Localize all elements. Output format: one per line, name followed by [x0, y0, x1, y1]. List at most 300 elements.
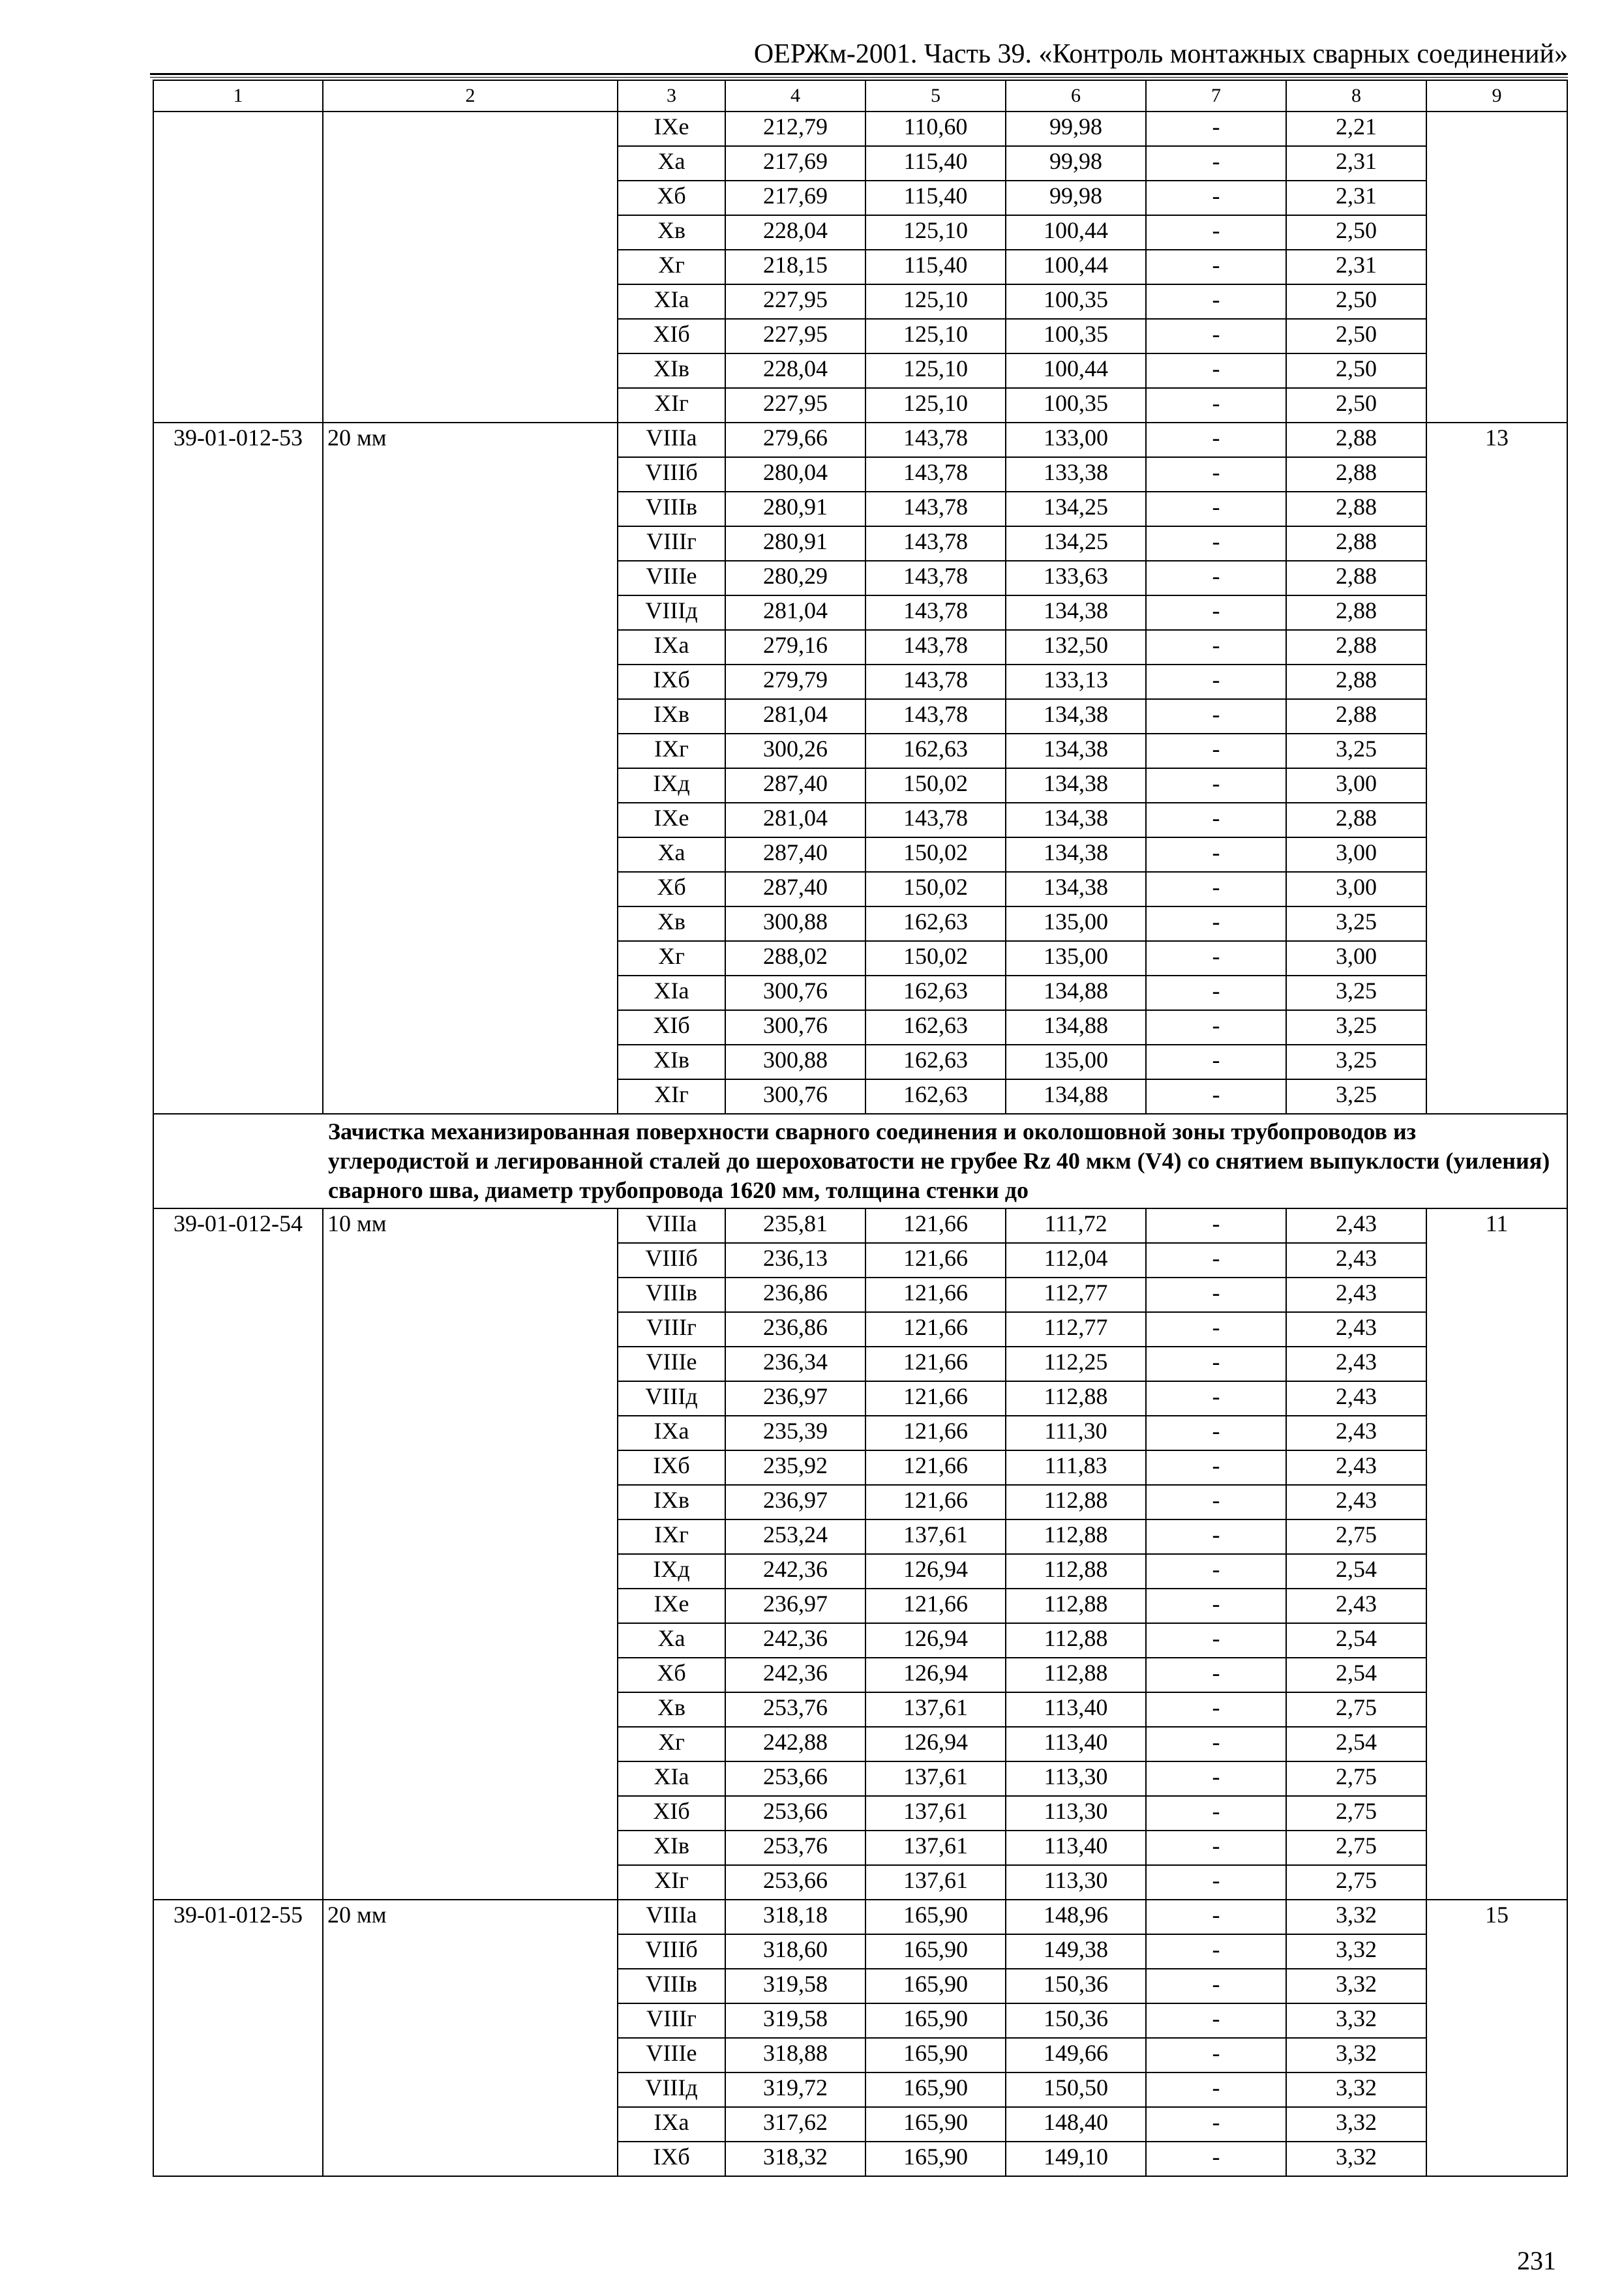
materials-cell: -: [1146, 353, 1286, 388]
column-number: 2: [323, 80, 618, 112]
machines-cell: 113,40: [1006, 1727, 1146, 1761]
labor-cell: 3,32: [1286, 2142, 1426, 2176]
zone-cell: Xг: [618, 250, 725, 284]
total-cost-cell: 212,79: [725, 112, 865, 146]
labor-cell: 2,43: [1286, 1416, 1426, 1450]
zone-cell: Xа: [618, 146, 725, 181]
materials-cell: -: [1146, 319, 1286, 353]
zone-cell: Xг: [618, 941, 725, 976]
total-cost-cell: 300,88: [725, 906, 865, 941]
materials-cell: -: [1146, 1831, 1286, 1865]
materials-cell: -: [1146, 1312, 1286, 1347]
col9-cell-continued: [1426, 112, 1567, 423]
labor-cell: 2,43: [1286, 1243, 1426, 1278]
zone-cell: Xв: [618, 906, 725, 941]
total-cost-cell: 242,36: [725, 1623, 865, 1658]
total-cost-cell: 279,66: [725, 423, 865, 457]
machines-cell: 135,00: [1006, 941, 1146, 976]
zone-cell: IXа: [618, 2107, 725, 2142]
materials-cell: -: [1146, 2142, 1286, 2176]
machines-cell: 113,40: [1006, 1692, 1146, 1727]
wages-cell: 137,61: [865, 1796, 1006, 1831]
materials-cell: -: [1146, 526, 1286, 561]
materials-cell: -: [1146, 1045, 1286, 1079]
machines-cell: 134,38: [1006, 803, 1146, 837]
total-cost-cell: 236,97: [725, 1485, 865, 1519]
machines-cell: 100,35: [1006, 388, 1146, 423]
labor-cell: 2,31: [1286, 250, 1426, 284]
zone-cell: IXг: [618, 734, 725, 768]
wages-cell: 121,66: [865, 1208, 1006, 1243]
labor-cell: 2,88: [1286, 699, 1426, 734]
materials-cell: -: [1146, 181, 1286, 215]
wages-cell: 162,63: [865, 976, 1006, 1010]
thickness-cell-continued: [323, 112, 618, 423]
zone-cell: XIа: [618, 1761, 725, 1796]
zone-cell: XIг: [618, 1865, 725, 1900]
total-cost-cell: 280,04: [725, 457, 865, 492]
wages-cell: 165,90: [865, 2142, 1006, 2176]
col9-value: 11: [1426, 1208, 1567, 1900]
labor-cell: 3,32: [1286, 2107, 1426, 2142]
table-row: [153, 1208, 1567, 1243]
machines-cell: 112,77: [1006, 1278, 1146, 1312]
zone-cell: XIг: [618, 1079, 725, 1114]
machines-cell: 112,88: [1006, 1589, 1146, 1623]
zone-cell: XIб: [618, 1010, 725, 1045]
labor-cell: 3,32: [1286, 1969, 1426, 2003]
machines-cell: 149,10: [1006, 2142, 1146, 2176]
zone-cell: IXб: [618, 2142, 725, 2176]
total-cost-cell: 236,86: [725, 1278, 865, 1312]
labor-cell: 2,43: [1286, 1381, 1426, 1416]
total-cost-cell: 227,95: [725, 319, 865, 353]
wages-cell: 162,63: [865, 1079, 1006, 1114]
labor-cell: 3,32: [1286, 2038, 1426, 2072]
labor-cell: 2,88: [1286, 492, 1426, 526]
labor-cell: 2,43: [1286, 1589, 1426, 1623]
wages-cell: 115,40: [865, 146, 1006, 181]
wages-cell: 125,10: [865, 388, 1006, 423]
wages-cell: 126,94: [865, 1554, 1006, 1589]
norm-code: 39-01-012-53: [153, 423, 323, 1114]
materials-cell: -: [1146, 941, 1286, 976]
zone-cell: Xв: [618, 1692, 725, 1727]
total-cost-cell: 280,91: [725, 492, 865, 526]
column-number: 8: [1286, 80, 1426, 112]
labor-cell: 2,21: [1286, 112, 1426, 146]
machines-cell: 133,13: [1006, 665, 1146, 699]
zone-cell: VIIIд: [618, 595, 725, 630]
machines-cell: 112,77: [1006, 1312, 1146, 1347]
machines-cell: 134,38: [1006, 872, 1146, 906]
labor-cell: 2,54: [1286, 1623, 1426, 1658]
labor-cell: 2,75: [1286, 1761, 1426, 1796]
wages-cell: 121,66: [865, 1312, 1006, 1347]
zone-cell: IXд: [618, 768, 725, 803]
code-cell-continued: [153, 112, 323, 423]
wages-cell: 137,61: [865, 1831, 1006, 1865]
labor-cell: 2,54: [1286, 1727, 1426, 1761]
wages-cell: 126,94: [865, 1658, 1006, 1692]
zone-cell: IXг: [618, 1519, 725, 1554]
wages-cell: 143,78: [865, 699, 1006, 734]
zone-cell: IXе: [618, 112, 725, 146]
wall-thickness: 20 мм: [323, 423, 618, 1114]
zone-cell: VIIIд: [618, 2072, 725, 2107]
zone-cell: Xа: [618, 1623, 725, 1658]
machines-cell: 134,25: [1006, 526, 1146, 561]
table-row: [153, 1900, 1567, 1934]
wages-cell: 137,61: [865, 1865, 1006, 1900]
materials-cell: -: [1146, 595, 1286, 630]
labor-cell: 2,54: [1286, 1554, 1426, 1589]
materials-cell: -: [1146, 768, 1286, 803]
zone-cell: XIа: [618, 976, 725, 1010]
wages-cell: 162,63: [865, 1010, 1006, 1045]
labor-cell: 2,88: [1286, 457, 1426, 492]
labor-cell: 3,25: [1286, 1010, 1426, 1045]
zone-cell: VIIIд: [618, 1381, 725, 1416]
materials-cell: -: [1146, 1761, 1286, 1796]
wages-cell: 137,61: [865, 1692, 1006, 1727]
machines-cell: 99,98: [1006, 112, 1146, 146]
materials-cell: -: [1146, 1796, 1286, 1831]
total-cost-cell: 253,76: [725, 1831, 865, 1865]
labor-cell: 2,88: [1286, 595, 1426, 630]
wages-cell: 150,02: [865, 837, 1006, 872]
wages-cell: 121,66: [865, 1485, 1006, 1519]
materials-cell: -: [1146, 492, 1286, 526]
wages-cell: 162,63: [865, 734, 1006, 768]
zone-cell: IXб: [618, 1450, 725, 1485]
total-cost-cell: 227,95: [725, 388, 865, 423]
labor-cell: 3,25: [1286, 906, 1426, 941]
wages-cell: 165,90: [865, 2038, 1006, 2072]
wages-cell: 121,66: [865, 1589, 1006, 1623]
materials-cell: -: [1146, 1519, 1286, 1554]
machines-cell: 134,88: [1006, 1079, 1146, 1114]
wages-cell: 150,02: [865, 872, 1006, 906]
total-cost-cell: 242,36: [725, 1658, 865, 1692]
labor-cell: 3,00: [1286, 837, 1426, 872]
wages-cell: 125,10: [865, 215, 1006, 250]
materials-cell: -: [1146, 561, 1286, 595]
total-cost-cell: 228,04: [725, 215, 865, 250]
machines-cell: 112,88: [1006, 1485, 1146, 1519]
column-number: 4: [725, 80, 865, 112]
labor-cell: 2,43: [1286, 1278, 1426, 1312]
materials-cell: -: [1146, 388, 1286, 423]
zone-cell: XIг: [618, 388, 725, 423]
labor-cell: 2,50: [1286, 319, 1426, 353]
total-cost-cell: 253,24: [725, 1519, 865, 1554]
labor-cell: 2,88: [1286, 526, 1426, 561]
wages-cell: 121,66: [865, 1381, 1006, 1416]
wages-cell: 162,63: [865, 1045, 1006, 1079]
labor-cell: 2,88: [1286, 423, 1426, 457]
machines-cell: 113,30: [1006, 1865, 1146, 1900]
page-number: 231: [1517, 2246, 1556, 2275]
table-row: [153, 423, 1567, 457]
column-number: 6: [1006, 80, 1146, 112]
zone-cell: IXв: [618, 1485, 725, 1519]
total-cost-cell: 319,72: [725, 2072, 865, 2107]
materials-cell: -: [1146, 734, 1286, 768]
total-cost-cell: 242,36: [725, 1554, 865, 1589]
labor-cell: 2,54: [1286, 1658, 1426, 1692]
wages-cell: 115,40: [865, 250, 1006, 284]
machines-cell: 134,25: [1006, 492, 1146, 526]
labor-cell: 3,00: [1286, 872, 1426, 906]
wages-cell: 121,66: [865, 1347, 1006, 1381]
machines-cell: 112,88: [1006, 1381, 1146, 1416]
total-cost-cell: 280,91: [725, 526, 865, 561]
machines-cell: 133,63: [1006, 561, 1146, 595]
total-cost-cell: 300,26: [725, 734, 865, 768]
materials-cell: -: [1146, 2072, 1286, 2107]
total-cost-cell: 280,29: [725, 561, 865, 595]
labor-cell: 3,00: [1286, 941, 1426, 976]
machines-cell: 111,72: [1006, 1208, 1146, 1243]
total-cost-cell: 281,04: [725, 595, 865, 630]
total-cost-cell: 242,88: [725, 1727, 865, 1761]
machines-cell: 133,00: [1006, 423, 1146, 457]
materials-cell: -: [1146, 1865, 1286, 1900]
zone-cell: IXа: [618, 630, 725, 665]
zone-cell: Xв: [618, 215, 725, 250]
wages-cell: 137,61: [865, 1761, 1006, 1796]
labor-cell: 3,00: [1286, 768, 1426, 803]
header-rule-thin: [150, 77, 1568, 78]
machines-cell: 149,66: [1006, 2038, 1146, 2072]
materials-cell: -: [1146, 1623, 1286, 1658]
labor-cell: 3,32: [1286, 2003, 1426, 2038]
zone-cell: VIIIв: [618, 1278, 725, 1312]
wages-cell: 143,78: [865, 561, 1006, 595]
labor-cell: 2,75: [1286, 1865, 1426, 1900]
total-cost-cell: 318,32: [725, 2142, 865, 2176]
zone-cell: VIIIв: [618, 492, 725, 526]
labor-cell: 2,75: [1286, 1519, 1426, 1554]
materials-cell: -: [1146, 1243, 1286, 1278]
total-cost-cell: 288,02: [725, 941, 865, 976]
machines-cell: 99,98: [1006, 146, 1146, 181]
materials-cell: -: [1146, 1692, 1286, 1727]
wages-cell: 165,90: [865, 2003, 1006, 2038]
zone-cell: VIIIг: [618, 1312, 725, 1347]
materials-cell: -: [1146, 1208, 1286, 1243]
machines-cell: 113,30: [1006, 1761, 1146, 1796]
wages-cell: 143,78: [865, 665, 1006, 699]
total-cost-cell: 279,16: [725, 630, 865, 665]
wages-cell: 126,94: [865, 1727, 1006, 1761]
wages-cell: 162,63: [865, 906, 1006, 941]
materials-cell: -: [1146, 215, 1286, 250]
materials-cell: -: [1146, 284, 1286, 319]
zone-cell: XIв: [618, 1045, 725, 1079]
total-cost-cell: 235,39: [725, 1416, 865, 1450]
zone-cell: IXе: [618, 1589, 725, 1623]
machines-cell: 134,38: [1006, 768, 1146, 803]
wages-cell: 137,61: [865, 1519, 1006, 1554]
zone-cell: IXд: [618, 1554, 725, 1589]
labor-cell: 3,25: [1286, 734, 1426, 768]
zone-cell: XIб: [618, 1796, 725, 1831]
wages-cell: 165,90: [865, 2072, 1006, 2107]
materials-cell: -: [1146, 906, 1286, 941]
machines-cell: 100,44: [1006, 250, 1146, 284]
wall-thickness: 10 мм: [323, 1208, 618, 1900]
header-rule-thick: [150, 73, 1568, 75]
labor-cell: 3,25: [1286, 1045, 1426, 1079]
zone-cell: IXе: [618, 803, 725, 837]
zone-cell: Xб: [618, 1658, 725, 1692]
total-cost-cell: 217,69: [725, 146, 865, 181]
materials-cell: -: [1146, 2003, 1286, 2038]
materials-cell: -: [1146, 1554, 1286, 1589]
materials-cell: -: [1146, 2107, 1286, 2142]
machines-cell: 150,36: [1006, 2003, 1146, 2038]
wages-cell: 121,66: [865, 1243, 1006, 1278]
zone-cell: Xб: [618, 181, 725, 215]
machines-cell: 112,88: [1006, 1519, 1146, 1554]
labor-cell: 2,50: [1286, 215, 1426, 250]
machines-cell: 112,88: [1006, 1658, 1146, 1692]
total-cost-cell: 318,18: [725, 1900, 865, 1934]
labor-cell: 2,88: [1286, 561, 1426, 595]
total-cost-cell: 228,04: [725, 353, 865, 388]
price-table: [153, 80, 1568, 2177]
materials-cell: -: [1146, 423, 1286, 457]
machines-cell: 134,38: [1006, 699, 1146, 734]
machines-cell: 134,38: [1006, 837, 1146, 872]
wages-cell: 121,66: [865, 1278, 1006, 1312]
labor-cell: 2,43: [1286, 1347, 1426, 1381]
total-cost-cell: 235,81: [725, 1208, 865, 1243]
materials-cell: -: [1146, 1278, 1286, 1312]
labor-cell: 2,31: [1286, 146, 1426, 181]
materials-cell: -: [1146, 1900, 1286, 1934]
total-cost-cell: 227,95: [725, 284, 865, 319]
column-number: 7: [1146, 80, 1286, 112]
machines-cell: 113,40: [1006, 1831, 1146, 1865]
machines-cell: 135,00: [1006, 1045, 1146, 1079]
materials-cell: -: [1146, 1934, 1286, 1969]
total-cost-cell: 236,13: [725, 1243, 865, 1278]
total-cost-cell: 217,69: [725, 181, 865, 215]
total-cost-cell: 287,40: [725, 837, 865, 872]
zone-cell: Xб: [618, 872, 725, 906]
wages-cell: 125,10: [865, 319, 1006, 353]
wages-cell: 143,78: [865, 457, 1006, 492]
total-cost-cell: 287,40: [725, 768, 865, 803]
labor-cell: 2,88: [1286, 665, 1426, 699]
total-cost-cell: 319,58: [725, 1969, 865, 2003]
column-number-row: [153, 80, 1567, 112]
machines-cell: 111,30: [1006, 1416, 1146, 1450]
materials-cell: -: [1146, 457, 1286, 492]
labor-cell: 2,43: [1286, 1450, 1426, 1485]
materials-cell: -: [1146, 665, 1286, 699]
zone-cell: VIIIб: [618, 457, 725, 492]
zone-cell: VIIIб: [618, 1243, 725, 1278]
total-cost-cell: 236,34: [725, 1347, 865, 1381]
total-cost-cell: 253,76: [725, 1692, 865, 1727]
machines-cell: 135,00: [1006, 906, 1146, 941]
machines-cell: 112,88: [1006, 1623, 1146, 1658]
zone-cell: VIIIе: [618, 2038, 725, 2072]
price-table-body: [153, 80, 1567, 2176]
machines-cell: 149,38: [1006, 1934, 1146, 1969]
zone-cell: VIIIб: [618, 1934, 725, 1969]
materials-cell: -: [1146, 1589, 1286, 1623]
machines-cell: 134,38: [1006, 595, 1146, 630]
machines-cell: 148,40: [1006, 2107, 1146, 2142]
machines-cell: 134,38: [1006, 734, 1146, 768]
labor-cell: 2,43: [1286, 1208, 1426, 1243]
materials-cell: -: [1146, 1347, 1286, 1381]
zone-cell: IXб: [618, 665, 725, 699]
page-header-title: ОЕРЖм-2001. Часть 39. «Контроль монтажных сварных соединений»: [753, 39, 1568, 69]
total-cost-cell: 287,40: [725, 872, 865, 906]
total-cost-cell: 300,76: [725, 1079, 865, 1114]
machines-cell: 133,38: [1006, 457, 1146, 492]
labor-cell: 2,75: [1286, 1692, 1426, 1727]
materials-cell: -: [1146, 1010, 1286, 1045]
materials-cell: -: [1146, 146, 1286, 181]
total-cost-cell: 317,62: [725, 2107, 865, 2142]
materials-cell: -: [1146, 112, 1286, 146]
machines-cell: 112,88: [1006, 1554, 1146, 1589]
materials-cell: -: [1146, 1727, 1286, 1761]
machines-cell: 150,50: [1006, 2072, 1146, 2107]
total-cost-cell: 253,66: [725, 1796, 865, 1831]
materials-cell: -: [1146, 1079, 1286, 1114]
labor-cell: 2,75: [1286, 1796, 1426, 1831]
materials-cell: -: [1146, 1658, 1286, 1692]
machines-cell: 100,35: [1006, 284, 1146, 319]
wages-cell: 165,90: [865, 1934, 1006, 1969]
materials-cell: -: [1146, 1450, 1286, 1485]
materials-cell: -: [1146, 1416, 1286, 1450]
description-spacer: [153, 1114, 323, 1208]
wall-thickness: 20 мм: [323, 1900, 618, 2176]
labor-cell: 2,88: [1286, 803, 1426, 837]
total-cost-cell: 319,58: [725, 2003, 865, 2038]
zone-cell: Xа: [618, 837, 725, 872]
labor-cell: 3,25: [1286, 1079, 1426, 1114]
zone-cell: VIIIа: [618, 1900, 725, 1934]
table-row: [153, 112, 1567, 146]
wages-cell: 126,94: [865, 1623, 1006, 1658]
wages-cell: 150,02: [865, 768, 1006, 803]
zone-cell: XIв: [618, 1831, 725, 1865]
materials-cell: -: [1146, 803, 1286, 837]
zone-cell: VIIIв: [618, 1969, 725, 2003]
wages-cell: 143,78: [865, 526, 1006, 561]
zone-cell: XIа: [618, 284, 725, 319]
materials-cell: -: [1146, 872, 1286, 906]
machines-cell: 111,83: [1006, 1450, 1146, 1485]
zone-cell: VIIIа: [618, 423, 725, 457]
machines-cell: 150,36: [1006, 1969, 1146, 2003]
wages-cell: 165,90: [865, 1900, 1006, 1934]
total-cost-cell: 253,66: [725, 1865, 865, 1900]
column-number: 1: [153, 80, 323, 112]
labor-cell: 2,43: [1286, 1312, 1426, 1347]
norm-code: 39-01-012-54: [153, 1208, 323, 1900]
